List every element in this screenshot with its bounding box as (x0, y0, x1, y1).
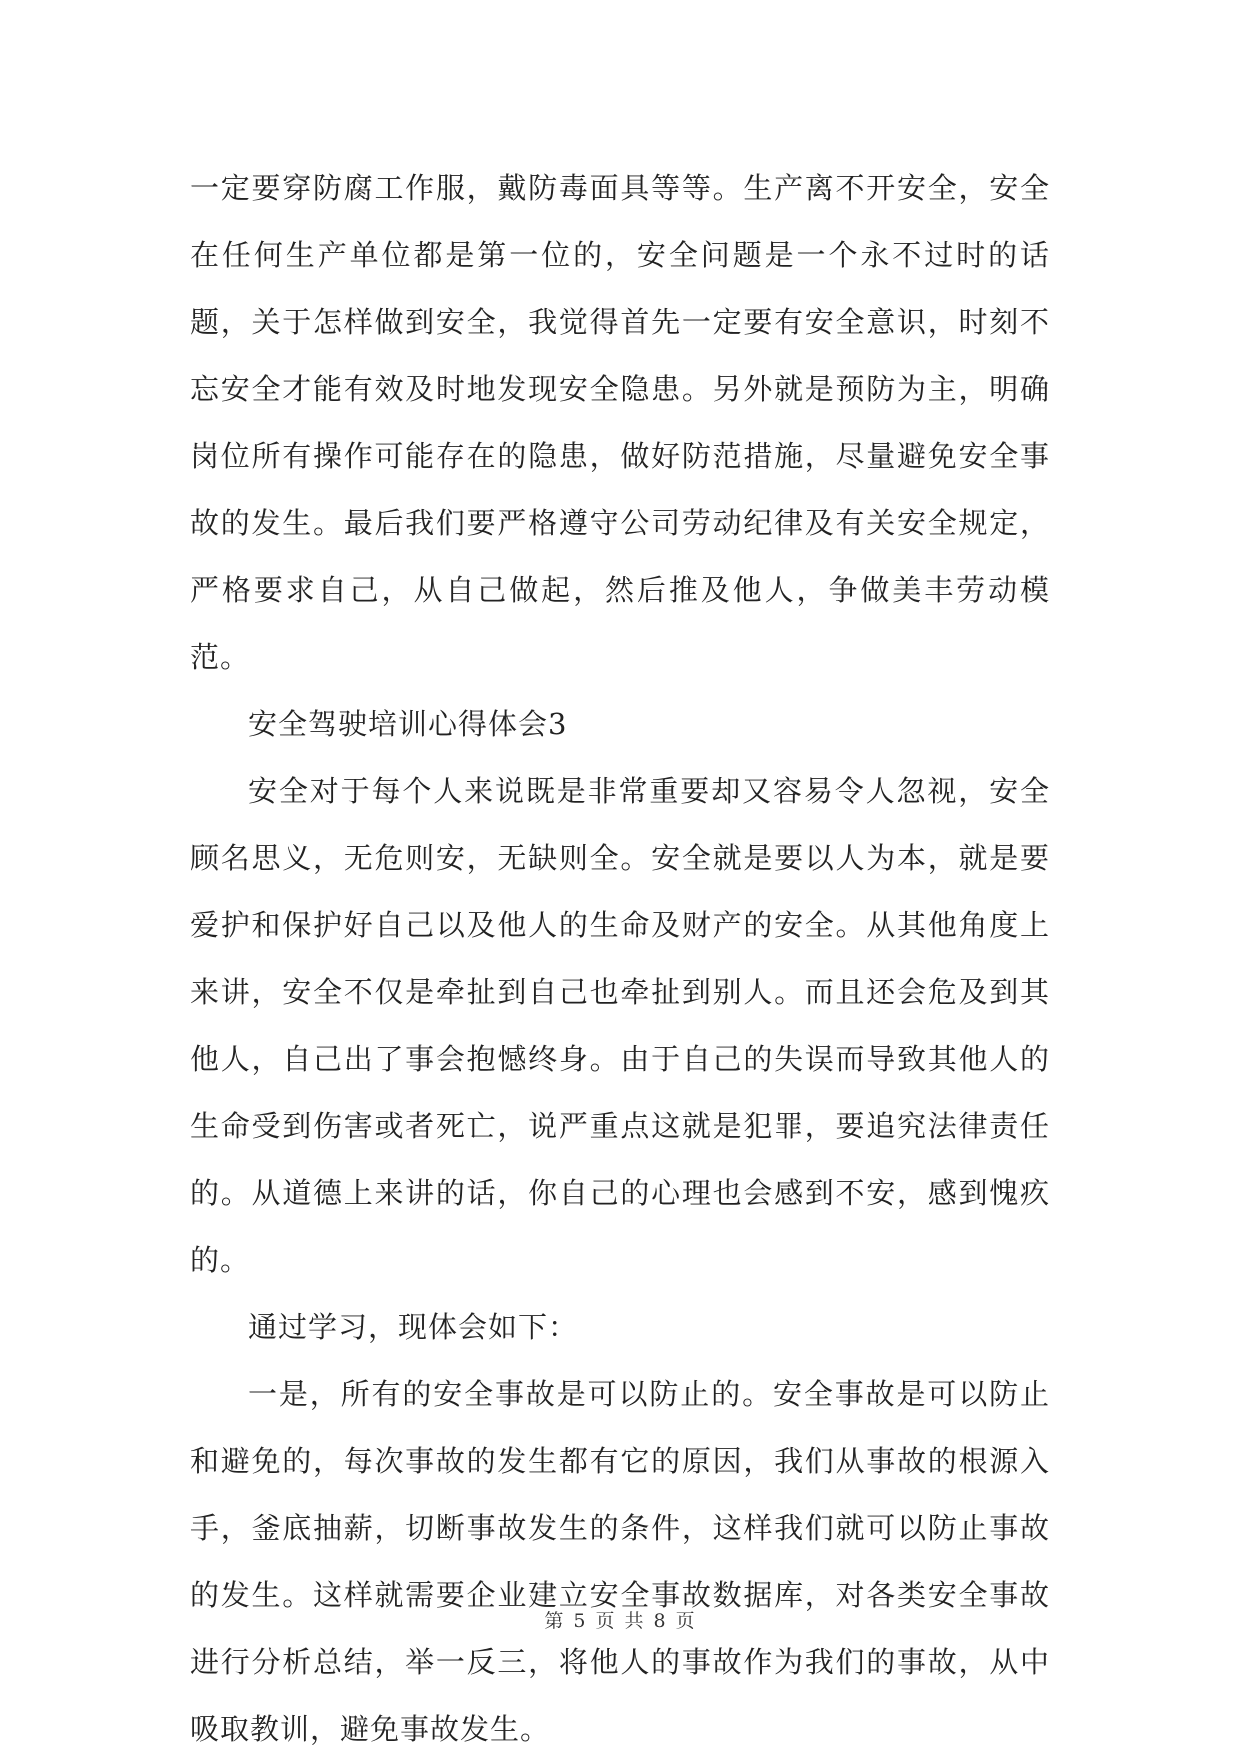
paragraph-point-one: 一是，所有的安全事故是可以防止的。安全事故是可以防止和避免的，每次事故的发生都有它的原因，我们从事故的根源入手，釜底抽薪，切断事故发生的条件，这样我们就可以防止事故的发生。这样就需要企业建立安全事故数据库，对各类安全事故进行分析总结，举一反三，将他人的事故作为我们的事故，从中吸取教训，避免事故发生。 (190, 1377, 1050, 1746)
paragraph-safety-meaning: 安全对于每个人来说既是非常重要却又容易令人忽视，安全顾名思义，无危则安，无缺则全。安全就是要以人为本，就是要爱护和保护好自己以及他人的生命及财产的安全。从其他角度上来讲，安全不仅是牵扯到自己也牵扯到别人。而且还会危及到其他人，自己出了事会抱憾终身。由于自己的失误而导致其他人的生命受到伤害或者死亡，说严重点这就是犯罪，要追究法律责任的。从道德上来讲的话，你自己的心理也会感到不安，感到愧疚的。 (190, 774, 1050, 1277)
paragraph-learning-intro: 通过学习，现体会如下： (248, 1310, 579, 1344)
page-number-footer: 第 5 页 共 8 页 (544, 1610, 697, 1632)
document-body (190, 155, 1050, 1763)
paragraph-safety-practice: 一定要穿防腐工作服，戴防毒面具等等。生产离不开安全，安全在任何生产单位都是第一位的，安全问题是一个永不过时的话题，关于怎样做到安全，我觉得首先一定要有安全意识，时刻不忘安全才能有效及时地发现安全隐患。另外就是预防为主，明确岗位所有操作可能存在的隐患，做好防范措施，尽量避免安全事故的发生。最后我们要严格遵守公司劳动纪律及有关安全规定，严格要求自己，从自己做起，然后推及他人，争做美丰劳动模范。 (190, 171, 1050, 674)
section-heading: 安全驾驶培训心得体会3 (248, 707, 568, 741)
